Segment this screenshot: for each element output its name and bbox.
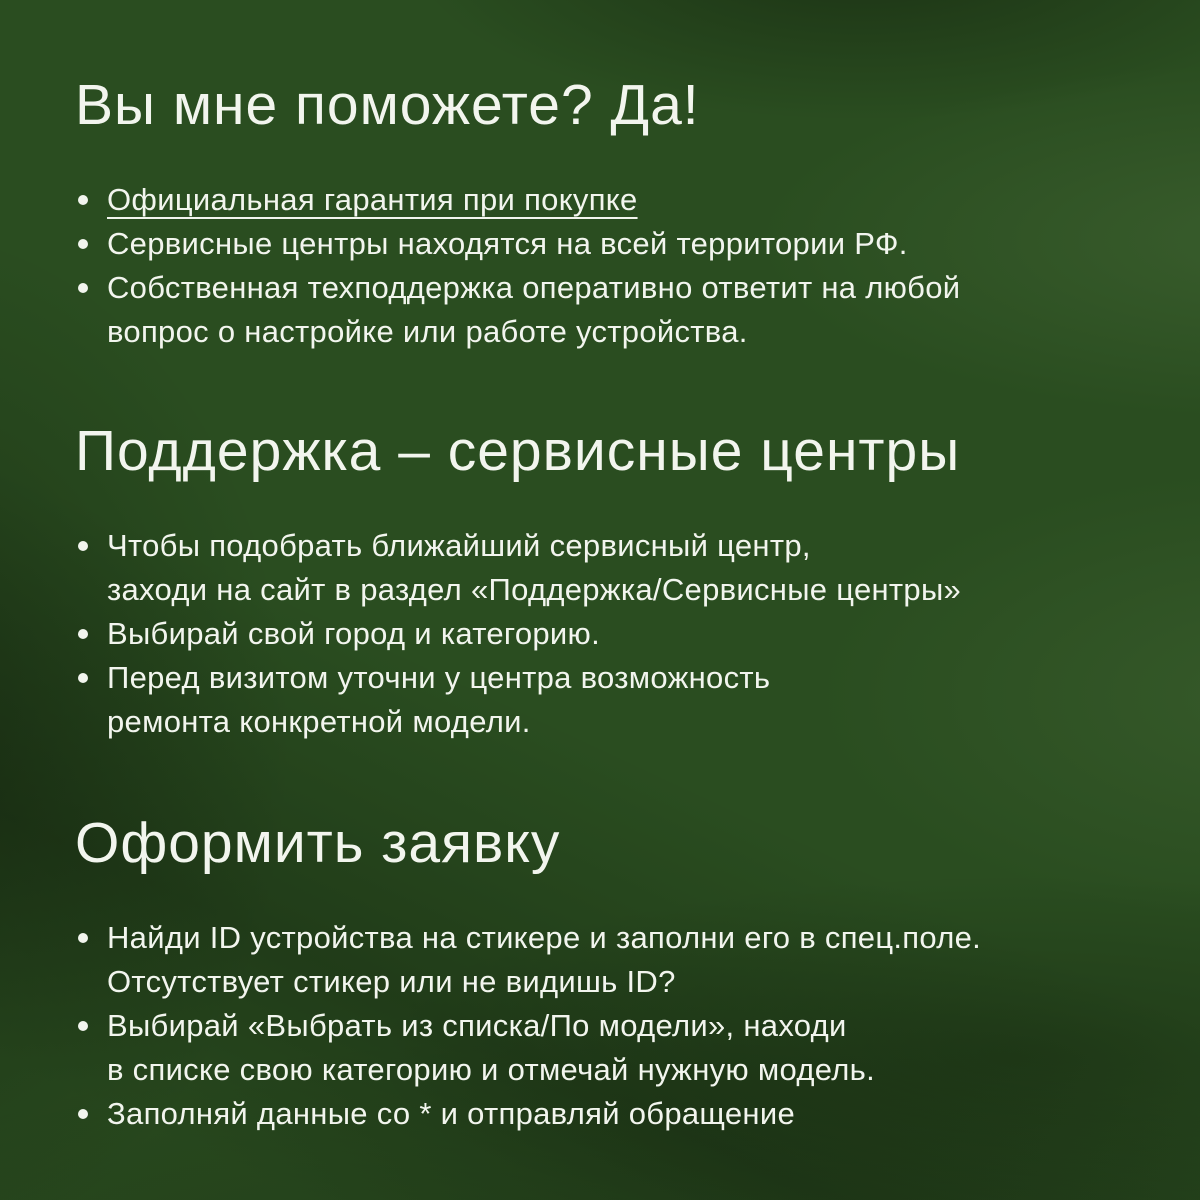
bullet-line: Собственная техподдержка оперативно ответит на любой: [107, 270, 961, 305]
bullet-icon: [78, 933, 88, 943]
bullet-line: Чтобы подобрать ближайший сервисный центр,: [107, 528, 811, 563]
bullet-item: [75, 656, 1150, 744]
bullet-text: [107, 1004, 875, 1092]
section-service-centers: [75, 418, 1150, 744]
bullet-list: [75, 178, 1150, 354]
bullet-icon: [78, 283, 88, 293]
bullet-item: [75, 222, 1150, 266]
bullet-text: [107, 612, 600, 656]
bullet-item: [75, 612, 1150, 656]
bullet-line: Выбирай свой город и категорию.: [107, 616, 601, 651]
bullet-line: Отсутствует стикер или не видишь ID?: [107, 964, 676, 999]
bullet-item: [75, 1092, 1150, 1136]
bullet-icon: [78, 1109, 88, 1119]
bullet-line: вопрос о настройке или работе устройства.: [107, 314, 748, 349]
section-heading: Вы мне поможете? Да!: [75, 73, 700, 137]
section-submit-request: [75, 810, 1150, 1136]
bullet-line: Перед визитом уточни у центра возможность: [107, 660, 771, 695]
bullet-line: Найди ID устройства на стикере и заполни его в спец.поле.: [107, 920, 982, 955]
bullet-text: [107, 656, 770, 744]
section-heading: Оформить заявку: [75, 811, 561, 875]
bullet-line: Выбирай «Выбрать из списка/По модели», находи: [107, 1008, 847, 1043]
bullet-icon: [78, 541, 88, 551]
bullet-icon: [78, 239, 88, 249]
bullet-text: [107, 178, 638, 222]
bullet-item: [75, 266, 1150, 354]
bullet-icon: [78, 1021, 88, 1031]
bullet-line: заходи на сайт в раздел «Поддержка/Сервисные центры»: [107, 572, 962, 607]
bullet-item: [75, 916, 1150, 1004]
bullet-icon: [78, 195, 88, 205]
bullet-line: в списке свою категорию и отмечай нужную модель.: [107, 1052, 875, 1087]
bullet-text: [107, 524, 961, 612]
bullet-text: [107, 222, 908, 266]
bullet-line: Сервисные центры находятся на всей территории РФ.: [107, 226, 908, 261]
bullet-list: [75, 916, 1150, 1136]
bullet-text: [107, 1092, 795, 1136]
bullet-item: [75, 178, 1150, 222]
bullet-item: [75, 1004, 1150, 1092]
bullet-line: Заполняй данные со * и отправляй обращение: [107, 1096, 795, 1131]
bullet-icon: [78, 629, 88, 639]
section-guarantee: [75, 72, 1150, 354]
bullet-item: [75, 524, 1150, 612]
bullet-list: [75, 524, 1150, 744]
section-heading: Поддержка – сервисные центры: [75, 419, 961, 483]
bullet-text: [107, 916, 981, 1004]
bullet-line-underlined: Официальная гарантия при покупке: [107, 182, 638, 217]
bullet-icon: [78, 673, 88, 683]
bullet-line: ремонта конкретной модели.: [107, 704, 531, 739]
bullet-text: [107, 266, 960, 354]
